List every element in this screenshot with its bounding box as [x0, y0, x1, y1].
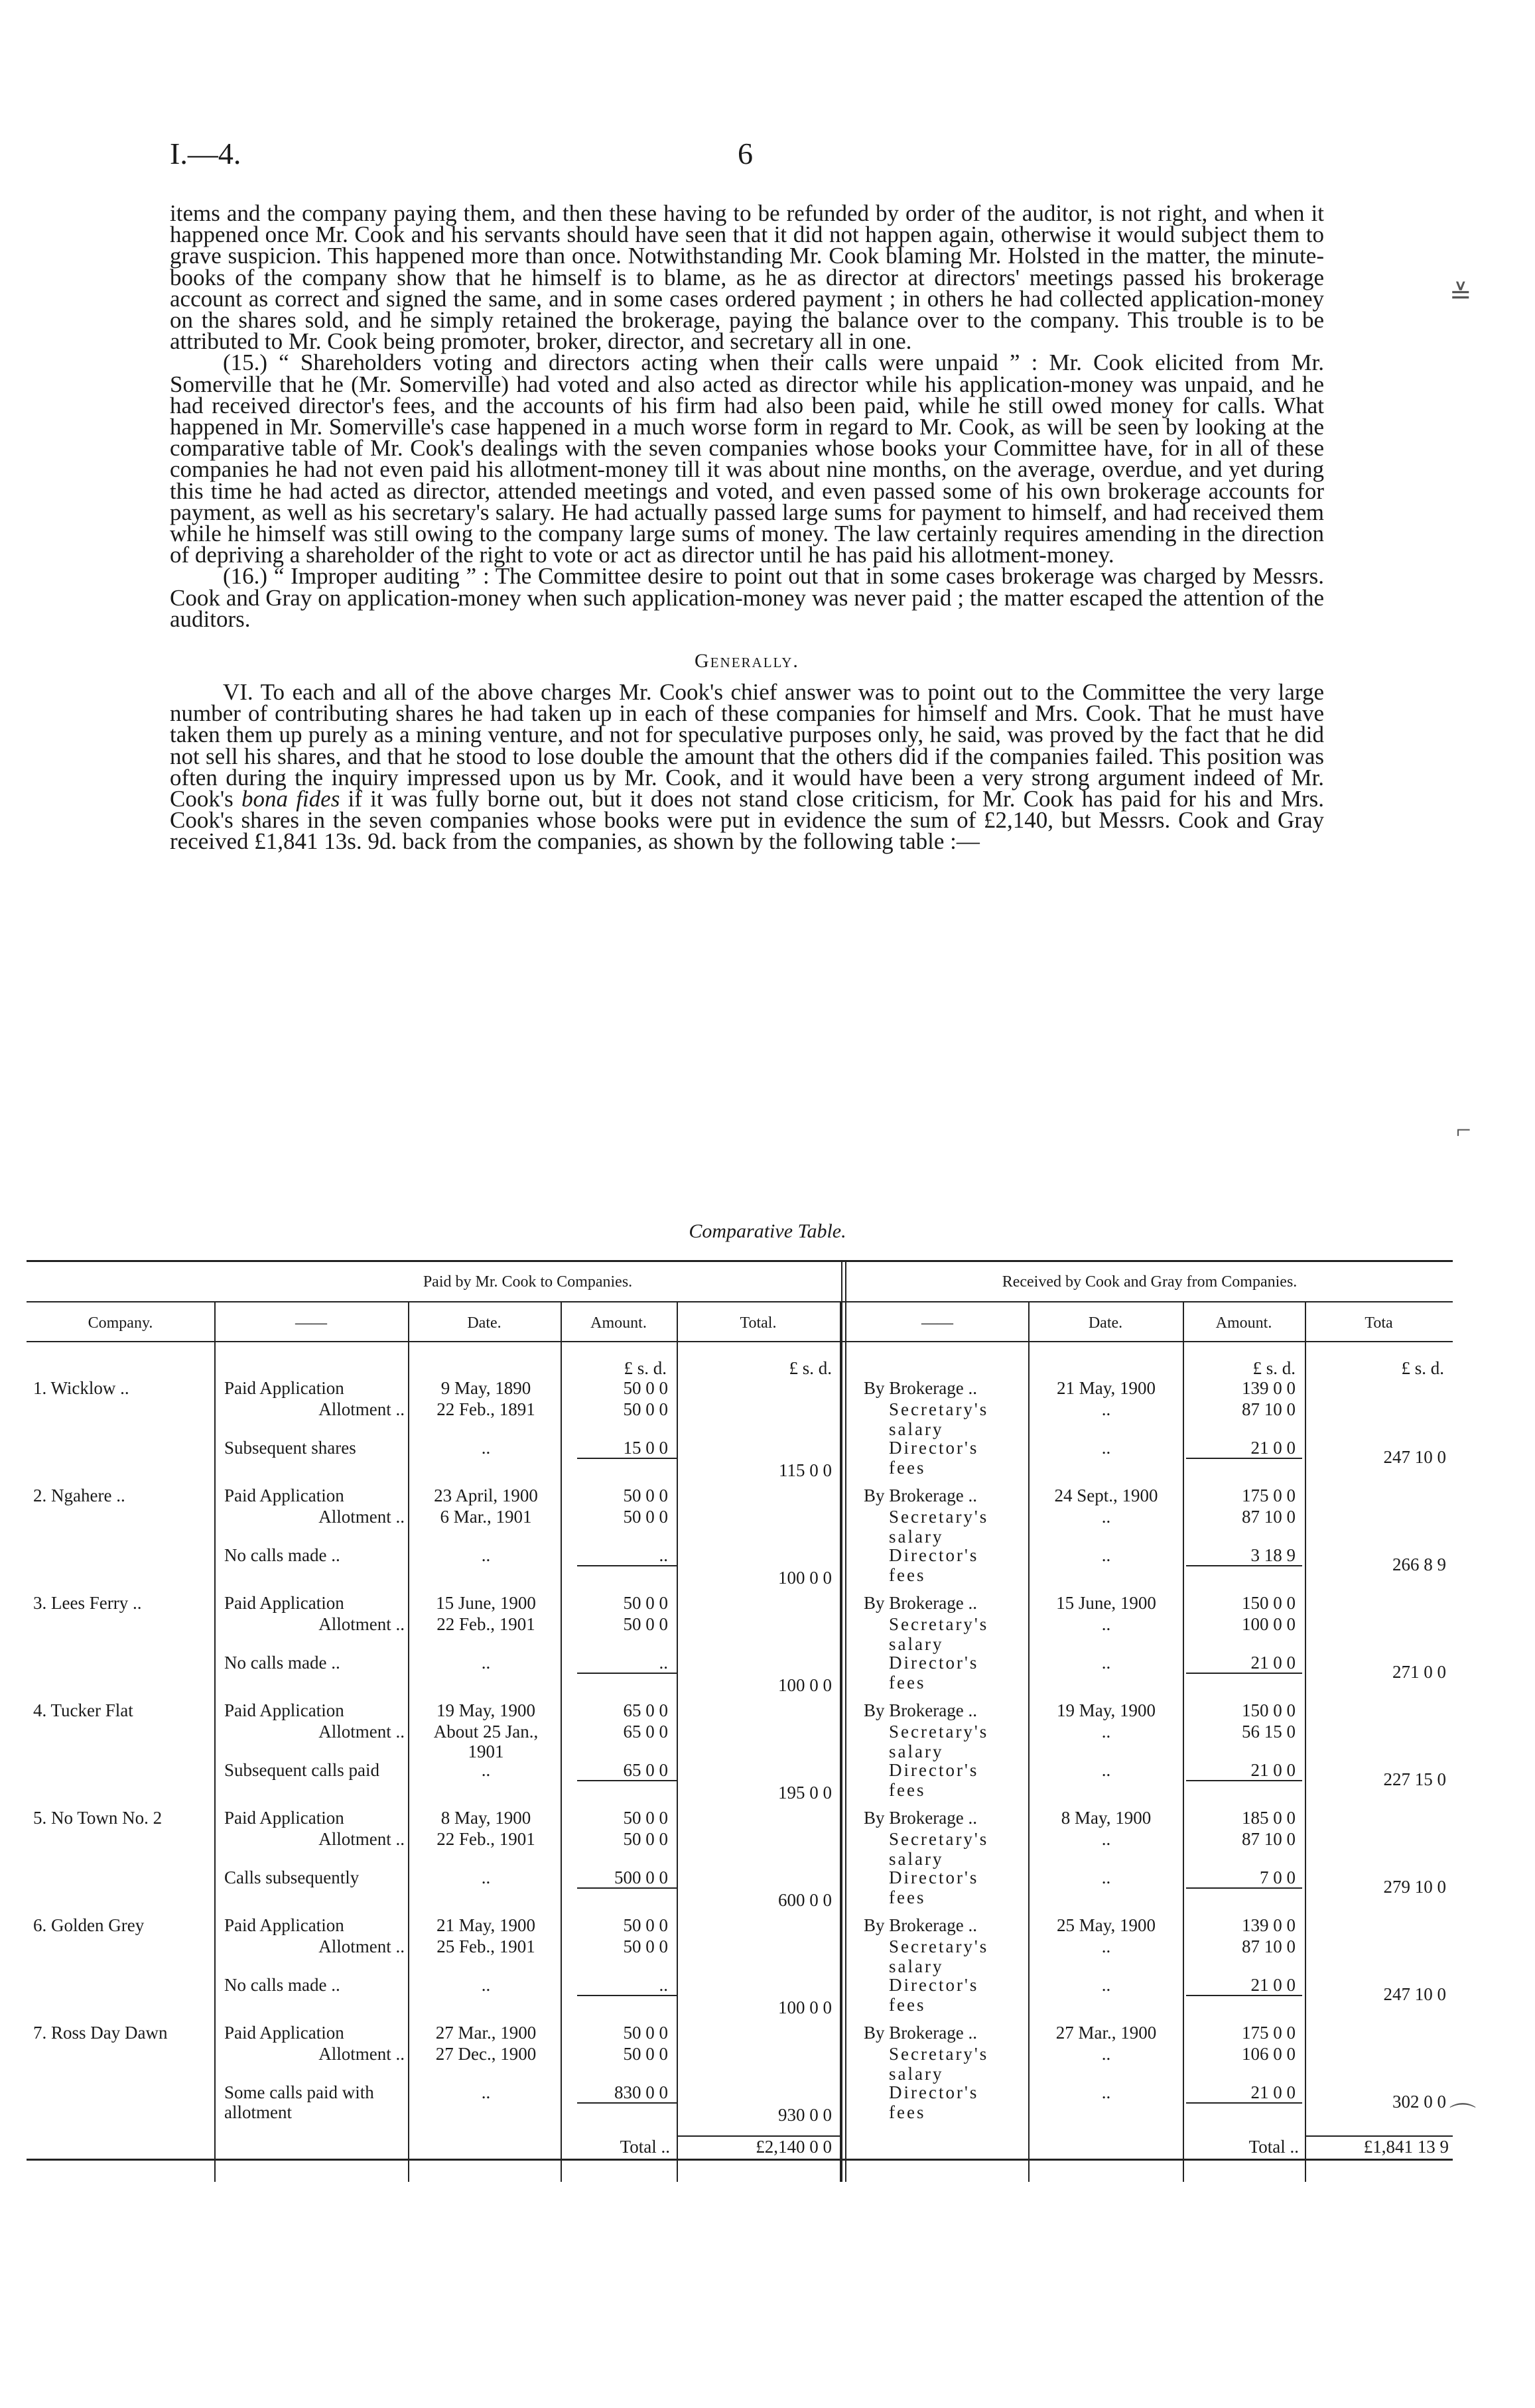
- payment-label: No calls made ..: [224, 1653, 340, 1673]
- body-text: [170, 200, 1325, 855]
- payment-amount: 65 0 0: [623, 1760, 668, 1780]
- paragraph-16: (16.) “ Improper auditing ” : The Committee desire to point out that in some cases brokerage was charged by Messrs. Cook and Gray on application-money when such application-money was never paid ; the matter escaped the attention of the auditors.: [170, 563, 1324, 632]
- payment-amount: 50 0 0: [623, 1593, 668, 1613]
- receipt-amount: 139 0 0: [1242, 1378, 1296, 1398]
- company-total: 930 0 0: [778, 2105, 832, 2125]
- table-column-rule: [408, 1301, 409, 2182]
- comparative-table: [27, 1260, 1453, 2182]
- receipt-amount: 100 0 0: [1242, 1614, 1296, 1634]
- payment-label: Allotment ..: [318, 1399, 405, 1419]
- payment-label: Paid Application: [224, 1808, 344, 1828]
- payment-amount: 50 0 0: [623, 1378, 668, 1398]
- receipt-date: 27 Mar., 1900: [1055, 2023, 1157, 2043]
- receipt-label: By Brokerage ..: [864, 2023, 977, 2043]
- receipt-label: Secretary's salary: [889, 2044, 989, 2084]
- payment-label: Allotment ..: [318, 2044, 405, 2064]
- payment-date: ..: [481, 1653, 491, 1673]
- payment-label: Allotment ..: [318, 1507, 405, 1527]
- receipt-date: ..: [1101, 1545, 1111, 1565]
- payment-label: Subsequent shares: [224, 1438, 356, 1458]
- company-total-right: 266 8 9: [1392, 1554, 1446, 1574]
- payment-label: Paid Application: [224, 1486, 344, 1505]
- col-head-total: Total.: [740, 1314, 777, 1332]
- margin-mark: ≚: [1449, 279, 1472, 309]
- col-head-amount-right: Amount.: [1215, 1314, 1272, 1332]
- payment-amount: 65 0 0: [623, 1722, 668, 1742]
- col-head-amount: Amount.: [590, 1314, 647, 1332]
- payment-label: Calls subsequently: [224, 1868, 360, 1887]
- payment-amount: ..: [659, 1545, 668, 1565]
- receipt-date: 24 Sept., 1900: [1054, 1486, 1158, 1505]
- receipt-amount: 21 0 0: [1250, 2082, 1296, 2102]
- section-heading-generally: Generally.: [695, 650, 799, 672]
- payment-amount: ..: [659, 1653, 668, 1673]
- payment-amount: 50 0 0: [623, 1614, 668, 1634]
- payment-label: Allotment ..: [318, 1722, 405, 1742]
- receipt-label: Director's fees: [889, 1545, 979, 1585]
- receipt-amount: 7 0 0: [1260, 1868, 1296, 1887]
- col-head-particulars: ——: [295, 1314, 327, 1332]
- company-total: 100 0 0: [778, 1675, 832, 1695]
- payment-label: Paid Application: [224, 1915, 344, 1935]
- company-total-right: 271 0 0: [1392, 1662, 1446, 1682]
- receipt-label: Director's fees: [889, 1975, 979, 2015]
- subtotal-rule: [577, 1458, 677, 1459]
- subtotal-rule: [577, 1673, 677, 1674]
- page-number: 6: [738, 137, 753, 170]
- subtotal-rule: [1186, 1995, 1302, 1996]
- col-head-date-right: Date.: [1088, 1314, 1123, 1332]
- receipt-amount: 21 0 0: [1250, 1975, 1296, 1995]
- table-caption: Comparative Table.: [689, 1220, 846, 1242]
- payment-date: 9 May, 1890: [440, 1378, 531, 1398]
- subtotal-rule: [577, 2102, 677, 2104]
- payment-amount: 50 0 0: [623, 1399, 668, 1419]
- company-total: 100 0 0: [778, 1997, 832, 2017]
- payment-date: 23 April, 1900: [434, 1486, 538, 1505]
- payment-label: No calls made ..: [224, 1975, 340, 1995]
- payment-amount: 500 0 0: [614, 1868, 668, 1887]
- payment-date: About 25 Jan., 1901: [433, 1722, 539, 1761]
- payment-date: 22 Feb., 1901: [436, 1829, 535, 1849]
- receipt-label: By Brokerage ..: [864, 1700, 977, 1720]
- subtotal-rule: [1186, 1780, 1302, 1781]
- company-total: 195 0 0: [778, 1783, 832, 1803]
- receipt-date: ..: [1101, 2082, 1111, 2102]
- receipt-date: ..: [1101, 1936, 1111, 1956]
- payment-label: Paid Application: [224, 1378, 344, 1398]
- payment-label: No calls made ..: [224, 1545, 340, 1565]
- payment-label: Allotment ..: [318, 1936, 405, 1956]
- receipt-date: ..: [1101, 1760, 1111, 1780]
- paragraph-vi: [170, 679, 1325, 855]
- payment-date: ..: [481, 1975, 491, 1995]
- subtotal-rule: [577, 1780, 677, 1781]
- grand-total: £2,140 0 0: [756, 2137, 832, 2157]
- receipt-amount: 21 0 0: [1250, 1760, 1296, 1780]
- receipt-date: ..: [1101, 1399, 1111, 1419]
- receipt-label: By Brokerage ..: [864, 1378, 977, 1398]
- payment-amount: ..: [659, 1975, 668, 1995]
- payment-date: 27 Dec., 1900: [435, 2044, 537, 2064]
- receipt-label: Director's fees: [889, 1868, 979, 1907]
- table-column-rule: [1028, 1301, 1030, 2182]
- company-name: 5. No Town No. 2: [33, 1808, 163, 1828]
- payment-label: Paid Application: [224, 1593, 344, 1613]
- receipt-label: Secretary's salary: [889, 1507, 989, 1547]
- grand-total-label: Total ..: [620, 2137, 670, 2157]
- payment-label: Paid Application: [224, 1700, 344, 1720]
- receipt-amount: 106 0 0: [1242, 2044, 1296, 2064]
- table-column-rule: [677, 1301, 678, 2182]
- payment-amount: 50 0 0: [623, 1507, 668, 1527]
- receipt-date: 25 May, 1900: [1057, 1915, 1156, 1935]
- grand-total-label-right: Total ..: [1248, 2137, 1299, 2157]
- receipt-date: ..: [1101, 1975, 1111, 1995]
- col-head-date: Date.: [467, 1314, 501, 1332]
- receipt-date: 19 May, 1900: [1057, 1700, 1156, 1720]
- company-total-right: 302 0 0: [1392, 2092, 1446, 2112]
- company-name: 3. Lees Ferry ..: [33, 1593, 142, 1613]
- company-name: 1. Wicklow ..: [33, 1378, 129, 1398]
- receipt-label: By Brokerage ..: [864, 1486, 977, 1505]
- company-total: 115 0 0: [779, 1460, 832, 1480]
- receipt-label: Director's fees: [889, 1760, 979, 1800]
- receipt-label: By Brokerage ..: [864, 1915, 977, 1935]
- payment-amount: 65 0 0: [623, 1700, 668, 1720]
- company-total: 100 0 0: [778, 1568, 832, 1588]
- receipt-label: Director's fees: [889, 1438, 979, 1478]
- payment-date: 25 Feb., 1901: [436, 1936, 535, 1956]
- company-total-right: 279 10 0: [1383, 1877, 1446, 1897]
- group-heading-paid: Paid by Mr. Cook to Companies.: [423, 1273, 633, 1291]
- receipt-label: Director's fees: [889, 2082, 979, 2122]
- margin-mark: ⌒: [1449, 2102, 1476, 2131]
- subtotal-rule: [1186, 1458, 1302, 1459]
- payment-amount: 50 0 0: [623, 1915, 668, 1935]
- receipt-amount: 185 0 0: [1242, 1808, 1296, 1828]
- table-header-rule: [27, 1341, 1453, 1342]
- payment-label: Some calls paid with allotment: [224, 2082, 374, 2122]
- company-total-right: 247 10 0: [1383, 1447, 1446, 1467]
- subtotal-rule: [577, 1887, 677, 1889]
- page-reference: I.—4.: [170, 137, 241, 170]
- company-name: 4. Tucker Flat: [33, 1700, 133, 1720]
- receipt-label: Secretary's salary: [889, 1722, 989, 1761]
- company-total-right: 247 10 0: [1383, 1984, 1446, 2004]
- payment-date: 6 Mar., 1901: [440, 1507, 532, 1527]
- payment-amount: 50 0 0: [623, 2044, 668, 2064]
- paragraph-vi-part-2: if it was fully borne out, but it does not stand close criticism, for Mr. Cook has paid for his and Mrs. Cook's shares in the seven companies whose books were put in evidence the sum of £2,140, but Messrs. Cook and Gray received £1,841 13s. 9d. back from the companies, as shown by the following table :—: [170, 786, 1325, 855]
- company-name: 2. Ngahere ..: [33, 1486, 125, 1505]
- payment-amount: 50 0 0: [623, 1808, 668, 1828]
- payment-label: Allotment ..: [318, 1829, 405, 1849]
- payment-date: ..: [481, 2082, 491, 2102]
- table-top-rule: [27, 1260, 1453, 1262]
- payment-date: ..: [481, 1545, 491, 1565]
- paragraph-15: (15.) “ Shareholders voting and directors acting when their calls were unpaid ” : Mr. Cook elicited from Mr. Somerville that he (Mr. Somerville) had voted and also acted as director while his application-money was unpaid, and he had received director's fees, and the accounts of his firm had also been paid, while he still owed money for calls. What happened in Mr. Somerville's case happened in a much worse form in regard to Mr. Cook, as will be seen by looking at the comparative table of Mr. Cook's dealings with the seven companies whose books your Committee have, for in all of these companies he had not even paid his allotment-money till it was about nine months, on the average, overdue, and yet during this time he had acted as director, attended meetings and voted, and even passed some of his own brokerage accounts for payment, as well as his secretary's salary. He had actually passed large sums for payment to himself, and had received them while he himself was still owing to the company large sums of money. The law certainly requires amending in the direction of depriving a shareholder of the right to vote or act as director until he has paid his allotment-money.: [170, 349, 1324, 568]
- table-center-double-rule: [845, 1260, 846, 2182]
- receipt-date: ..: [1101, 1614, 1111, 1634]
- receipt-label: Secretary's salary: [889, 1399, 989, 1439]
- table-column-rule: [561, 1301, 562, 2182]
- subtotal-rule: [1186, 1673, 1302, 1674]
- subtotal-rule: [1186, 1565, 1302, 1566]
- table-group-rule: [27, 1301, 1453, 1302]
- col-head-total-right: Tota: [1365, 1314, 1393, 1332]
- lsd-header-amount: £ s. d.: [624, 1358, 667, 1378]
- payment-date: 27 Mar., 1900: [435, 2023, 537, 2043]
- payment-date: ..: [481, 1868, 491, 1887]
- payment-date: 22 Feb., 1901: [436, 1614, 535, 1634]
- lsd-header-amount-right: £ s. d.: [1252, 1358, 1296, 1378]
- receipt-amount: 87 10 0: [1242, 1829, 1296, 1849]
- table-column-rule: [1305, 1301, 1306, 2182]
- receipt-label: Director's fees: [889, 1653, 979, 1692]
- receipt-date: ..: [1101, 1722, 1111, 1742]
- paragraph-vi-italic: bona fides: [241, 786, 340, 812]
- receipt-date: ..: [1101, 2044, 1111, 2064]
- receipt-amount: 175 0 0: [1242, 2023, 1296, 2043]
- payment-amount: 830 0 0: [614, 2082, 668, 2102]
- company-name: 6. Golden Grey: [33, 1915, 145, 1935]
- payment-date: 22 Feb., 1891: [436, 1399, 535, 1419]
- receipt-label: Secretary's salary: [889, 1936, 989, 1976]
- company-total: 600 0 0: [778, 1890, 832, 1910]
- receipt-date: ..: [1101, 1507, 1111, 1527]
- receipt-amount: 87 10 0: [1242, 1399, 1296, 1419]
- payment-date: 8 May, 1900: [440, 1808, 531, 1828]
- payment-amount: 50 0 0: [623, 1486, 668, 1505]
- table-column-rule: [214, 1301, 216, 2182]
- payment-label: Allotment ..: [318, 1614, 405, 1634]
- payment-date: 21 May, 1900: [436, 1915, 535, 1935]
- receipt-amount: 150 0 0: [1242, 1593, 1296, 1613]
- receipt-date: ..: [1101, 1829, 1111, 1849]
- col-head-company: Company.: [88, 1314, 153, 1332]
- payment-amount: 15 0 0: [623, 1438, 668, 1458]
- receipt-label: Secretary's salary: [889, 1829, 989, 1869]
- table-bottom-rule: [27, 2159, 1453, 2161]
- receipt-date: 21 May, 1900: [1057, 1378, 1156, 1398]
- receipt-amount: 139 0 0: [1242, 1915, 1296, 1935]
- receipt-date: 15 June, 1900: [1056, 1593, 1156, 1613]
- table-center-double-rule: [841, 1260, 842, 2182]
- receipt-label: By Brokerage ..: [864, 1808, 977, 1828]
- payment-date: 15 June, 1900: [436, 1593, 536, 1613]
- payment-date: ..: [481, 1438, 491, 1458]
- payment-date: 19 May, 1900: [436, 1700, 535, 1720]
- receipt-amount: 87 10 0: [1242, 1936, 1296, 1956]
- receipt-amount: 3 18 9: [1250, 1545, 1296, 1565]
- receipt-label: Secretary's salary: [889, 1614, 989, 1654]
- receipt-date: 8 May, 1900: [1061, 1808, 1152, 1828]
- payment-amount: 50 0 0: [623, 2023, 668, 2043]
- receipt-label: By Brokerage ..: [864, 1593, 977, 1613]
- receipt-date: ..: [1101, 1868, 1111, 1887]
- payment-label: Paid Application: [224, 2023, 344, 2043]
- payment-amount: 50 0 0: [623, 1936, 668, 1956]
- group-heading-received: Received by Cook and Gray from Companies.: [1002, 1273, 1298, 1291]
- payment-label: Subsequent calls paid: [224, 1760, 379, 1780]
- company-name: 7. Ross Day Dawn: [33, 2023, 168, 2043]
- company-total-right: 227 15 0: [1383, 1769, 1446, 1789]
- receipt-amount: 56 15 0: [1242, 1722, 1296, 1742]
- subtotal-rule: [577, 1565, 677, 1566]
- payment-date: ..: [481, 1760, 491, 1780]
- paragraph-1: items and the company paying them, and then these having to be refunded by order of the auditor, is not right, and when it happened once Mr. Cook and his servants should have seen that it did not happen again, otherwise it would subject them to grave suspicion. This happened more than once. Notwithstanding Mr. Cook blaming Mr. Holsted in the matter, the minute-books of the company show that he himself is to blame, as he as director at directors' meetings passed his brokerage account as correct and signed the same, and in some cases ordered payment ; in others he had collected application-money on the shares sold, and he simply retained the brokerage, paying the balance over to the company. This trouble is to be attributed to Mr. Cook being promoter, broker, director, and secretary all in one.: [170, 200, 1324, 355]
- table-column-rule: [1183, 1301, 1184, 2182]
- subtotal-rule: [577, 1995, 677, 1996]
- receipt-date: ..: [1101, 1438, 1111, 1458]
- receipt-date: ..: [1101, 1653, 1111, 1673]
- receipt-amount: 21 0 0: [1250, 1653, 1296, 1673]
- margin-mark: ⌐: [1456, 1115, 1471, 1145]
- receipt-amount: 21 0 0: [1250, 1438, 1296, 1458]
- receipt-amount: 150 0 0: [1242, 1700, 1296, 1720]
- receipt-amount: 175 0 0: [1242, 1486, 1296, 1505]
- payment-amount: 50 0 0: [623, 1829, 668, 1849]
- subtotal-rule: [1186, 2102, 1302, 2104]
- paragraph-vi-part-1: VI. To each and all of the above charges Mr. Cook's chief answer was to point out to the Committee the very large number of contributing shares he had taken up in each of these companies for himself and Mrs. Cook. That he must have taken them up purely as a mining venture, and not for speculative purposes only, he said, was proved by the fact that he did not sell his shares, and that he stood to lose double the amount that the others did if the companies failed. This position was often during the inquiry impressed upon us by Mr. Cook, and it would have been a very strong argument indeed of Mr. Cook's: [170, 679, 1324, 812]
- col-head-particulars-right: ——: [921, 1314, 953, 1332]
- receipt-amount: 87 10 0: [1242, 1507, 1296, 1527]
- lsd-header-total: £ s. d.: [789, 1358, 832, 1378]
- grand-total-right: £1,841 13 9: [1363, 2137, 1449, 2157]
- subtotal-rule: [1186, 1887, 1302, 1889]
- lsd-header-total-right: £ s. d.: [1401, 1358, 1444, 1378]
